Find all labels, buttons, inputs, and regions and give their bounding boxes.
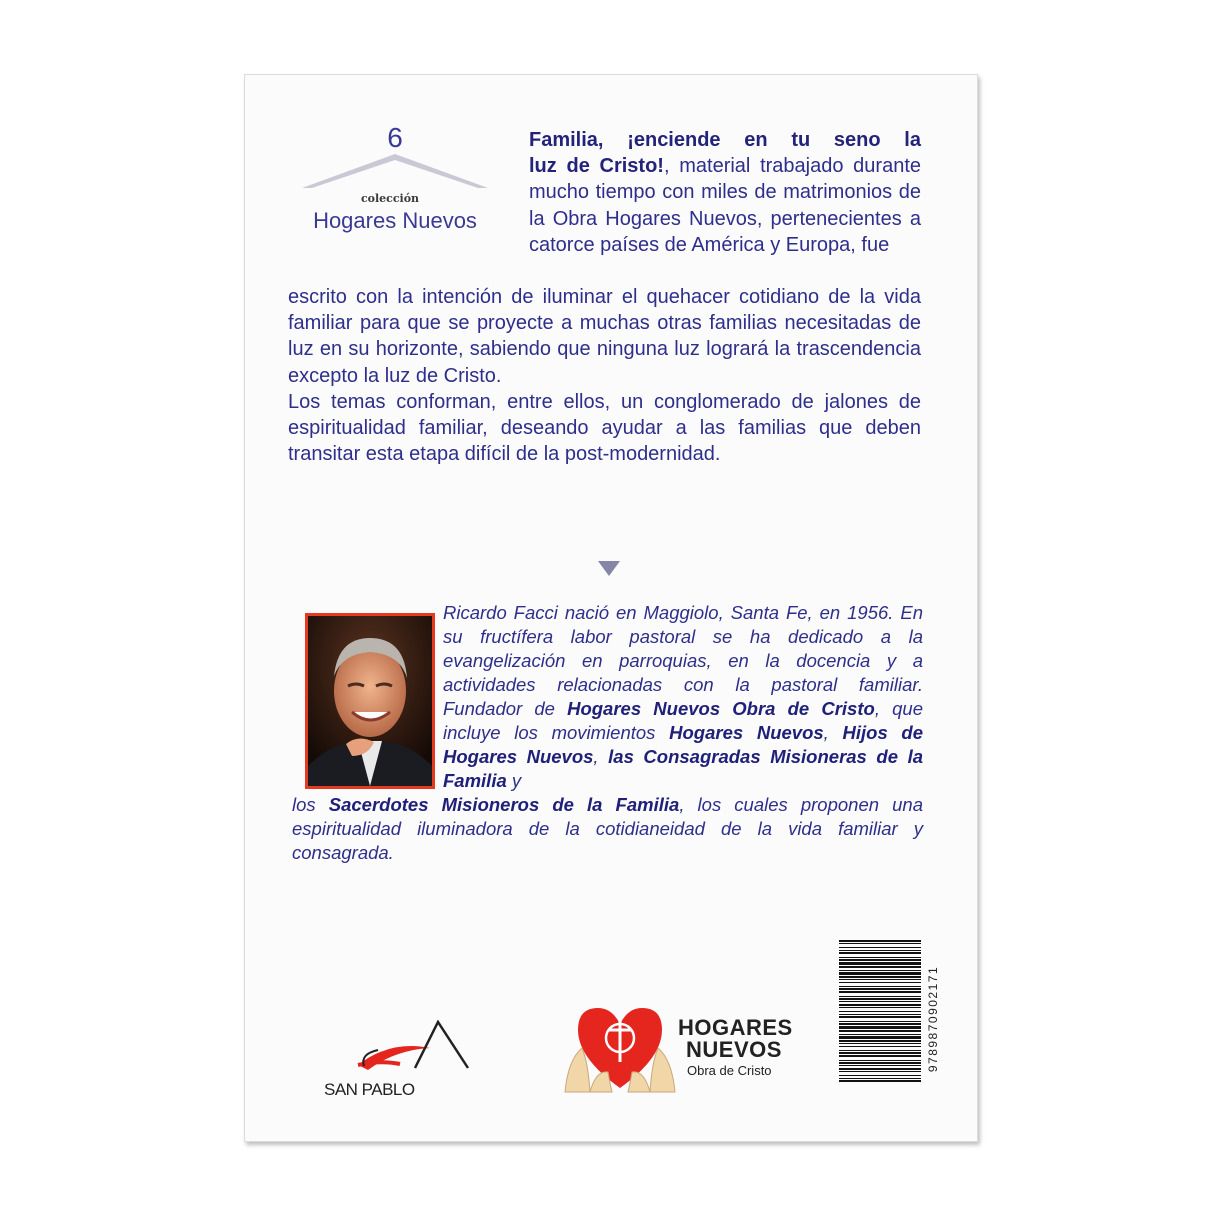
book-title-line1: Familia, ¡enciende en tu seno la	[529, 129, 921, 151]
bio-bold-3: Hijos de Hogares Nuevos	[443, 722, 924, 767]
author-photo	[305, 613, 435, 789]
hogares-nuevos-logo	[560, 1000, 680, 1095]
bio-text-4: , los cuales proponen una espiritualidad iluminadora de la cotidianeidad de la vida familiar y consagrada.	[292, 794, 924, 863]
bio-bold-5: Sacerdotes Misioneros de la Familia	[328, 794, 680, 815]
logo-line-2: NUEVOS	[686, 1037, 782, 1062]
bio-text-3: los	[292, 794, 329, 815]
logo-line-3: Obra de Cristo	[687, 1063, 772, 1078]
logo-line-1: HOGARES	[678, 1015, 793, 1040]
barcode-icon	[839, 940, 921, 1085]
bio-sep-2: ,	[593, 746, 609, 767]
bio-bold-4: las Consagradas Misioneras de la Familia	[443, 746, 923, 791]
blurb-continuation: escrito con la intención de iluminar el quehacer cotidiano de la vida familiar para que se proyecte a muchas otras familias necesitadas de luz en su horizonte, sabiendo que ninguna luz logrará la trascendencia excepto la luz de Cristo.	[288, 286, 921, 387]
blurb-intro-text: , material trabajado durante mucho tiempo con miles de matrimonios de la Obra Hogares Nuevos, pertenecientes a catorce países de América y Europa, fue	[529, 155, 921, 256]
series-emblem	[300, 122, 490, 242]
heart-hands-icon	[560, 1000, 680, 1095]
publisher-name: SAN PABLO	[324, 1080, 415, 1099]
author-bio-continued	[292, 793, 923, 865]
author-bio	[443, 601, 923, 793]
publisher-logo	[320, 1020, 470, 1100]
roof-icon	[300, 152, 490, 192]
isbn-number: 9789870902171	[926, 965, 940, 1073]
series-title: Hogares Nuevos	[313, 208, 477, 233]
series-number: 6	[387, 122, 403, 153]
bio-bold-2: Hogares Nuevos	[669, 722, 824, 743]
bio-sep-3: y	[506, 770, 522, 791]
hogares-nuevos-wordmark	[678, 1017, 793, 1078]
bio-text-1: Ricardo Facci nació en Maggiolo, Santa Fe, en 1956. En su fructífera labor pastoral se ha dedicado a la evangelización en parroquias, en la docencia y a actividades relacionadas con la pastoral familiar. Fundador de	[443, 602, 923, 719]
san-pablo-icon	[320, 1020, 470, 1080]
bio-sep-1: ,	[823, 722, 843, 743]
bio-bold-1: Hogares Nuevos Obra de Cristo	[567, 698, 875, 719]
divider-arrow-icon	[598, 561, 620, 576]
blurb-main	[288, 284, 921, 467]
series-label: colección	[360, 192, 420, 205]
blurb-intro	[529, 127, 921, 258]
book-title-line2: luz de Cristo!	[529, 155, 664, 178]
blurb-paragraph-2: Los temas conforman, entre ellos, un conglomerado de jalones de espiritualidad familiar, deseando ayudar a las familias que deben transitar esta etapa difícil de la post-modernidad.	[288, 390, 921, 466]
bio-text-2: , que incluye los movimientos	[443, 698, 923, 743]
